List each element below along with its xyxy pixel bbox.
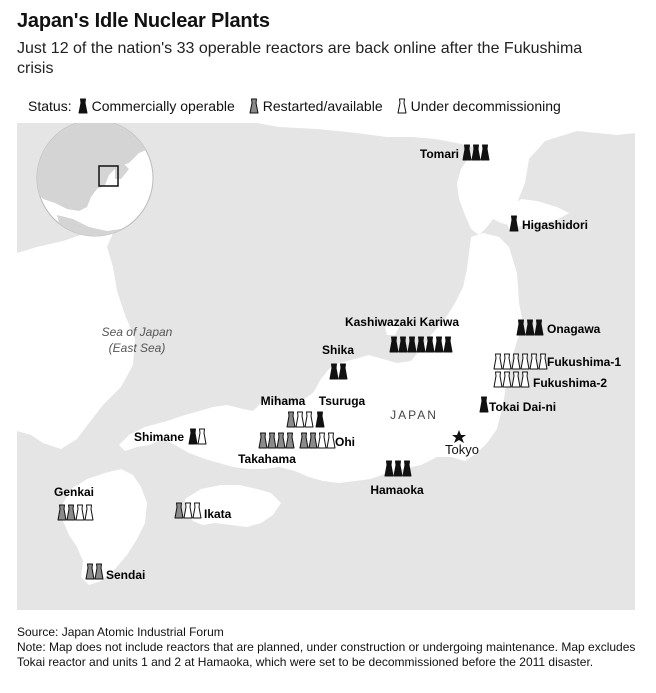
- legend-restarted-icon: [249, 98, 259, 114]
- plant-label-fukushima-2: Fukushima-2: [533, 376, 608, 390]
- legend-restarted-label: Restarted/available: [262, 98, 383, 114]
- plant-label-onagawa: Onagawa: [547, 322, 601, 336]
- legend-operable-icon: [78, 98, 88, 114]
- legend-operable-label: Commercially operable: [91, 98, 235, 114]
- plant-shimane: [134, 429, 206, 444]
- legend-label: Status:: [28, 98, 72, 114]
- plant-label-mihama: Mihama: [260, 394, 306, 408]
- japan-map: [17, 123, 635, 610]
- plant-label-shika: Shika: [321, 343, 355, 357]
- plant-label-tomari: Tomari: [419, 147, 459, 161]
- plant-label-ikata: Ikata: [204, 507, 232, 521]
- plant-label-shimane: Shimane: [133, 430, 184, 444]
- plant-label-takahama: Takahama: [238, 452, 296, 466]
- plant-label-tsuruga: Tsuruga: [318, 394, 366, 408]
- plant-label-higashidori: Higashidori: [522, 218, 589, 232]
- legend-decommissioning-icon: [397, 98, 407, 114]
- page-subtitle: Just 12 of the nation's 33 operable reactors are back online after the Fukushima crisis: [17, 40, 583, 77]
- page-title: Japan's Idle Nuclear Plants: [17, 10, 270, 32]
- plant-label-kashiwazaki-kariwa: Kashiwazaki Kariwa: [344, 315, 460, 329]
- footer: [17, 625, 643, 670]
- sea-label-line2: (East Sea): [108, 341, 166, 355]
- legend-decommissioning-label: Under decommissioning: [410, 98, 561, 114]
- plant-higashidori: [510, 216, 588, 232]
- capital-label: Tokyo: [445, 442, 479, 457]
- plant-label-genkai: Genkai: [53, 485, 95, 499]
- plant-label-tokai-dai-ni: Tokai Dai-ni: [489, 400, 557, 414]
- plant-label-hamaoka: Hamaoka: [370, 483, 424, 497]
- plant-onagawa: [517, 320, 601, 336]
- plant-label-sendai: Sendai: [106, 568, 146, 582]
- plant-tomari: [420, 145, 489, 161]
- sea-label-line1: Sea of Japan: [101, 325, 173, 339]
- footnote: Note: Map does not include reactors that are planned, under construction or undergoing maintenance. Map excludes Tokai reactor and units 1 and 2 at Hamaoka, which were set to be decommissioned before the 2011 disaster.: [17, 640, 636, 669]
- plant-tokai-dai-ni: [480, 397, 556, 414]
- plant-label-ohi: Ohi: [335, 435, 355, 449]
- source-note: Source: Japan Atomic Industrial Forum: [17, 625, 224, 639]
- legend: [28, 96, 575, 116]
- country-label: JAPAN: [390, 408, 438, 422]
- plant-label-fukushima-1: Fukushima-1: [547, 355, 622, 369]
